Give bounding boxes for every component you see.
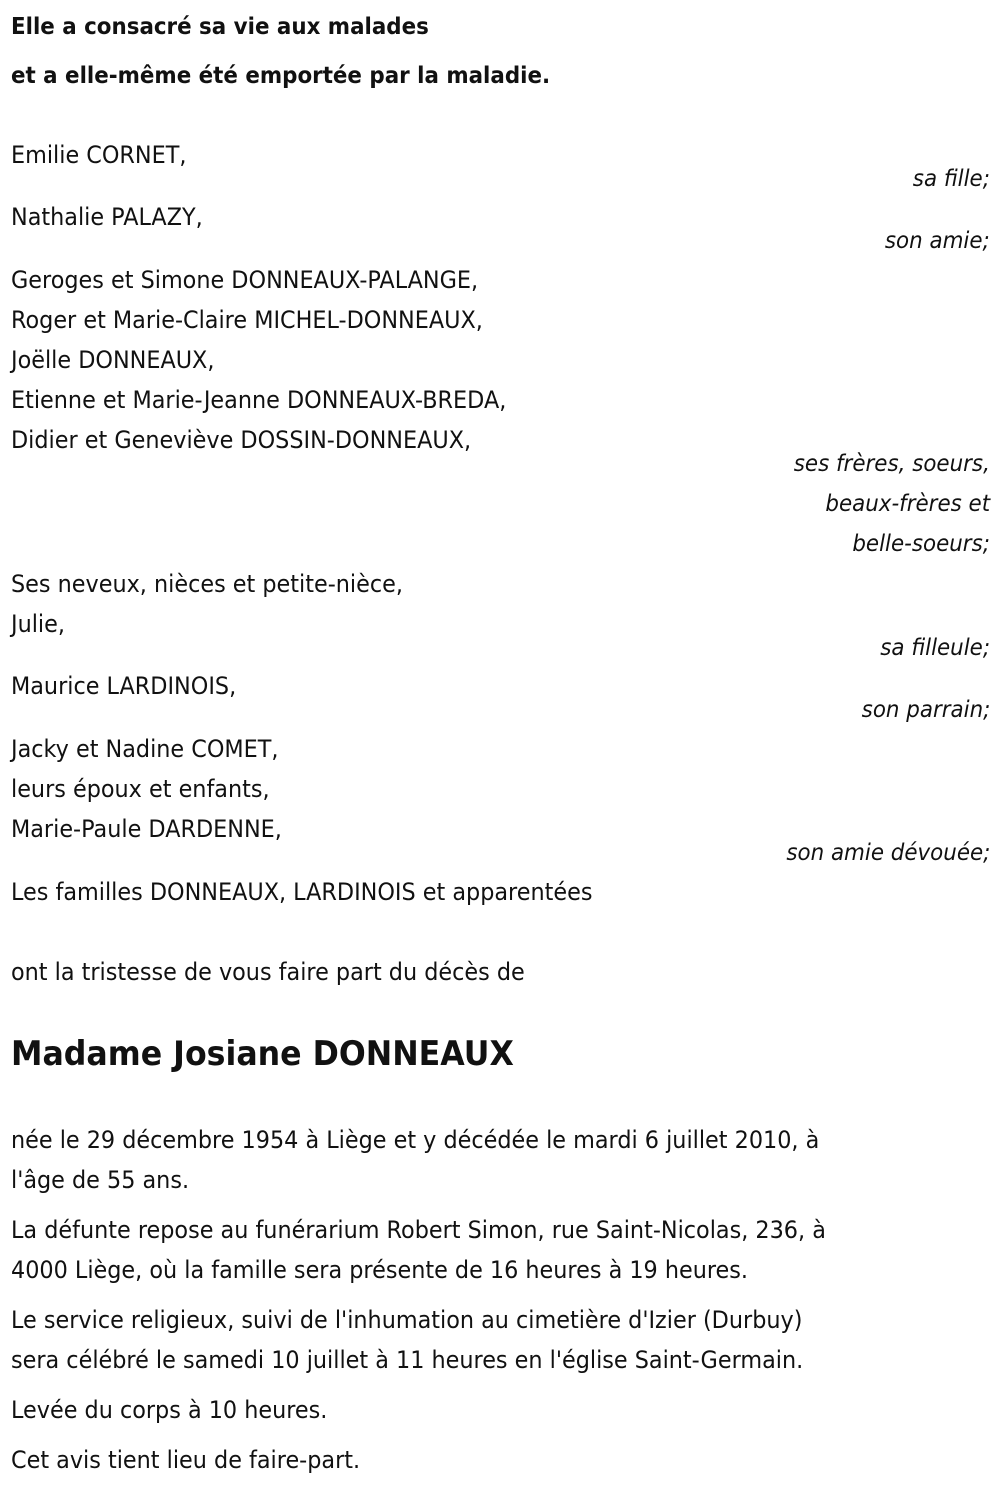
relationship: belle-soeurs; [852, 531, 990, 557]
deceased-name: Madame Josiane DONNEAUX [11, 1034, 514, 1074]
mourner-name: Didier et Geneviève DOSSIN-DONNEAUX, [11, 426, 472, 454]
mourner-name: Julie, [11, 610, 65, 638]
detail-line: 4000 Liège, où la famille sera présente de 16 heures à 19 heures. [11, 1256, 749, 1284]
mourner-name: Geroges et Simone DONNEAUX-PALANGE, [11, 266, 479, 294]
relationship: ses frères, soeurs, [793, 451, 990, 477]
detail-line: sera célébré le samedi 10 juillet à 11 heures en l'église Saint-Germain. [11, 1346, 804, 1374]
epigraph-line: et a elle-même été emportée par la maladie. [11, 63, 551, 89]
mourner-name: Marie-Paule DARDENNE, [11, 815, 282, 843]
detail-line: l'âge de 55 ans. [11, 1166, 190, 1194]
relationship: sa filleule; [880, 635, 990, 661]
detail-line: Levée du corps à 10 heures. [11, 1396, 328, 1424]
relationship: sa fille; [912, 166, 990, 192]
mourner-name: leurs époux et enfants, [11, 775, 270, 803]
mourner-name: Etienne et Marie-Jeanne DONNEAUX-BREDA, [11, 386, 507, 414]
relationship: son parrain; [861, 697, 990, 723]
mourner-families: Les familles DONNEAUX, LARDINOIS et apparentées [11, 878, 593, 906]
mourner-name: Jacky et Nadine COMET, [11, 735, 279, 763]
mourner-name: Maurice LARDINOIS, [11, 672, 237, 700]
relationship: son amie dévouée; [785, 840, 990, 866]
detail-line: Cet avis tient lieu de faire-part. [11, 1446, 361, 1474]
mourner-name: Ses neveux, nièces et petite-nièce, [11, 570, 403, 598]
mourner-name: Roger et Marie-Claire MICHEL-DONNEAUX, [11, 306, 483, 334]
mourner-name: Nathalie PALAZY, [11, 203, 203, 231]
detail-line: née le 29 décembre 1954 à Liège et y décédée le mardi 6 juillet 2010, à [11, 1126, 820, 1154]
detail-line: Le service religieux, suivi de l'inhumation au cimetière d'Izier (Durbuy) [11, 1306, 803, 1334]
relationship: son amie; [885, 228, 990, 254]
mourner-name: Joëlle DONNEAUX, [11, 346, 215, 374]
relationship: beaux-frères et [825, 491, 990, 517]
mourner-name: Emilie CORNET, [11, 141, 187, 169]
detail-line: La défunte repose au funérarium Robert Simon, rue Saint-Nicolas, 236, à [11, 1216, 826, 1244]
epigraph-line: Elle a consacré sa vie aux malades [11, 14, 429, 40]
announcement-text: ont la tristesse de vous faire part du décès de [11, 958, 525, 986]
